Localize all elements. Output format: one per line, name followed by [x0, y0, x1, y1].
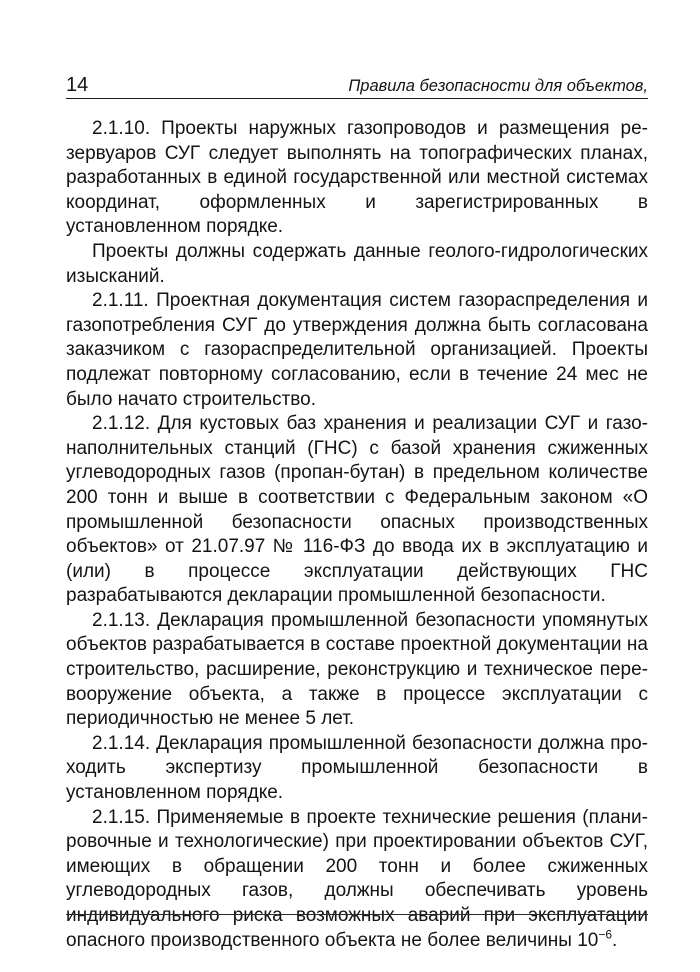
paragraph-2-1-13: 2.1.13. Декларация промышленной безопасности упомянутых объектов разрабатывается в составе проектной документации на строительство, расширение, реконструкцию и техническое перевооружение объекта, а также в процессе эксплуатации с периодичностью не менее 5 лет.	[66, 609, 648, 730]
paragraph-2-1-14: 2.1.14. Декларация промышленной безопасности должна проходить экспертизу промышленной безопасности в установленном порядке.	[66, 732, 648, 804]
page-number: 14	[66, 74, 89, 96]
paragraph-2-1-12: 2.1.12. Для кустовых баз хранения и реализации СУГ и газонаполнительных станций (ГНС) с базой хранения сжиженных углеводородных газов (пропан-бутан) в предельном количестве 200 тонн и выше в соответствии с Федеральным законом «О промышленной безопасности опасных производственных объектов» от 21.07.97 № 116-ФЗ до ввода их в эксплуатацию и (или) в процессе эксплуатации действующих ГНС разрабатываются декларации промышленной безопасности.	[66, 413, 648, 607]
paragraph-2-1-11: 2.1.11. Проектная документация систем газораспределения и газопотребления СУГ до утверждения должна быть согласована заказчиком с газораспределительной организацией. Проекты подлежат повторному согласованию, если в течение 24 мес не было начато строительство.	[66, 290, 648, 410]
running-header	[66, 70, 648, 99]
paragraph-survey-data: Проекты должны содержать данные геолого-гидрологических изысканий.	[66, 240, 648, 287]
body-text	[66, 117, 648, 953]
risk-exponent: −6	[598, 927, 613, 942]
paragraph-2-1-15-ending: .	[612, 929, 618, 951]
document-page	[66, 70, 648, 953]
footer-rule	[66, 914, 648, 915]
paragraph-2-1-15	[66, 806, 648, 954]
paragraph-2-1-10: 2.1.10. Проекты наружных газопроводов и размещения резервуаров СУГ следует выполнять на топографических планах, разработанных в единой государственной или местной системах координат, оформленных и зарегистрированных в установленном порядке.	[66, 118, 648, 238]
paragraph-2-1-15-text: 2.1.15. Применяемые в проекте технические решения (планировочные и технологические) при проектировании объектов СУГ, имеющих в обращении 200 тонн и более сжиженных углеводородных газов, должны обеспечивать уровень индивидуального риска возможных аварий при эксплуатации опасного производственного объекта не более величины 10	[66, 806, 648, 951]
running-title: Правила безопасности для объектов,	[348, 77, 648, 95]
